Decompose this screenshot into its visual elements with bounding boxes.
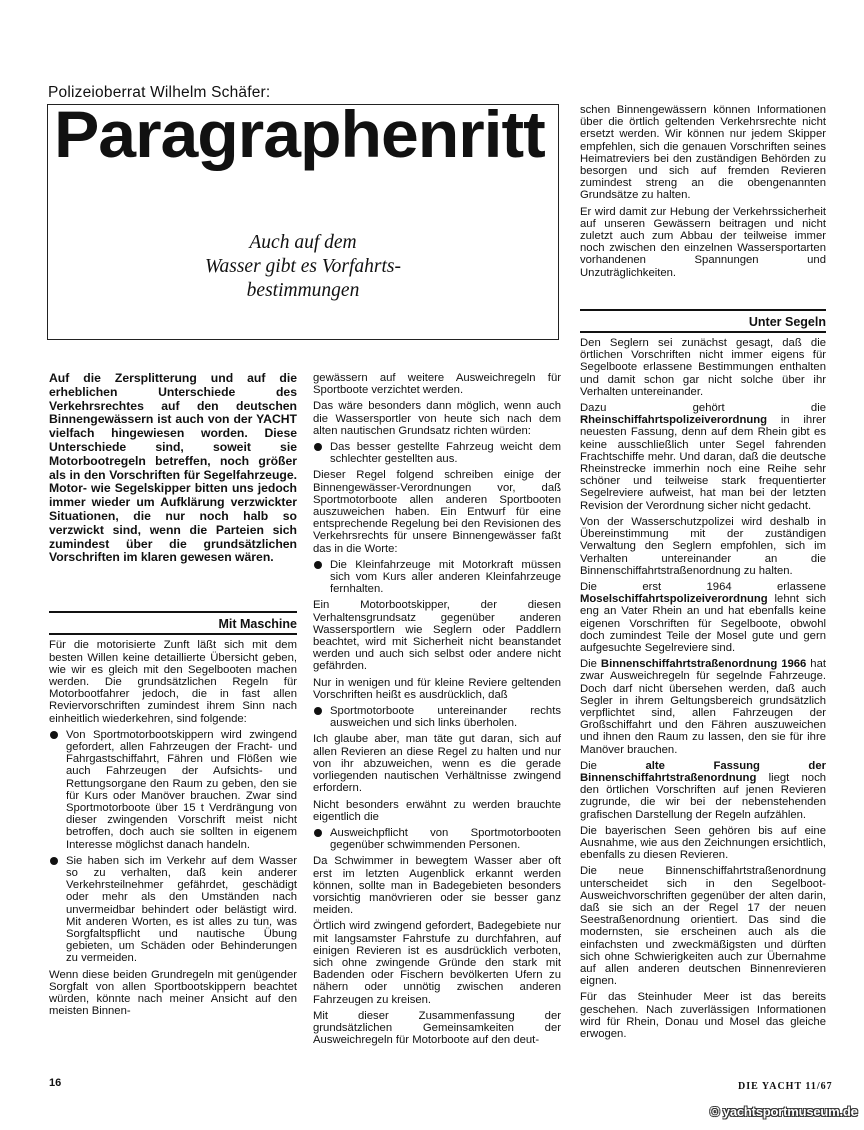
column-3: [580, 104, 826, 1044]
text: in ihrer neuesten Fassung, denn auf dem Rhein gibt es keine ausschließlich unter Segel fahrenden Frachtschiffe mehr. Und daran, daß die deutsche Rheinstrecke immerhin noch eine Reihe sehr schöner und teilweise stark frequentierter Segelreviere aufweist, hat man bei der letzten Revision der Verordnung sicher nicht gedacht.: [580, 414, 826, 512]
page-number: 16: [49, 1077, 62, 1089]
paragraph: [580, 402, 826, 512]
paragraph: Von der Wasserschutzpolizei wird deshalb in Übereinstimmung mit der zuständigen Verwaltung den Seglern empfohlen, sich im Verhalten untereinander an die Binnenschiffahrtstraßenordnung zu halten.: [580, 515, 826, 577]
text: hat zwar Ausweichregeln für segelnde Fahrzeuge. Doch darf nicht übersehen werden, daß auch Segler in ihrem Geltungsbereich grundsätzlich verpflichtet sind, allen Fahrzeugen der Großschiffahrt und den Fähren auszuweichen und ihnen den Raum zu lassen, den sie für ihre Manöver brauchen.: [580, 658, 826, 756]
text: Die erst 1964 erlassene: [580, 580, 826, 593]
bullet-text: Ausweichpflicht von Sportmotorbooten gegenüber schwimmenden Personen.: [330, 826, 561, 852]
section-heading-unter-segeln: Unter Segeln: [580, 309, 826, 333]
bullet-item: [313, 559, 561, 596]
emphasis: Rheinschiffahrtspolizeiverordnung: [580, 414, 768, 427]
bullet-icon: [50, 731, 58, 739]
lead-paragraph: [49, 372, 297, 565]
text: liegt noch den örtlichen Vorschriften auf jenen Revieren zugrunde, die wir bei der nebenstehenden grafischen Darstellung der Regeln aufzählen.: [580, 771, 826, 821]
bullet-item: [313, 827, 561, 851]
lead-text: Auf die Zersplitterung und auf die erheblichen Unterschiede des Verkehrsrechtes auf den deutschen Binnengewässern ist auch von der YACHT vielfach hingewiesen worden. Diese Unterschiede sind, soweit sie Motorbootregeln betreffen, noch größer als in den Vorschriften für Segelfahrzeuge. Motor- wie Segelskipper bitten uns jedoch immer wieder um Aufklärung verzwickter Situationen, die nur noch halb so verzwickt sind, wenn die Parteien sich zumindest über die grundsätzlichen Vorschriften im klaren gewesen wären.: [49, 371, 297, 565]
paragraph: Er wird damit zur Hebung der Verkehrssicherheit auf unseren Gewässern beitragen und nicht zuletzt auch zum Abbau der teilweise immer noch zwischen den einzelnen Wassersportarten vorhandenen Spannungen und Unzuträglichkeiten.: [580, 205, 826, 279]
paragraph: [580, 658, 826, 756]
bullet-text: Sie haben sich im Verkehr auf dem Wasser so zu verhalten, daß kein anderer Verkehrsteilnehmer gefährdet, geschädigt oder mehr als den Umständen nach unvermeidbar behindert oder belästigt wird. Mit anderen Worten, es ist alles zu tun, was Sorgfaltspflicht und nautische Übung gebieten, um Schäden oder Behinderungen zu vermeiden.: [66, 854, 297, 965]
bullet-text: Die Kleinfahrzeuge mit Motorkraft müssen sich vom Kurs aller anderen Kleinfahrzeuge fernhalten.: [330, 558, 561, 596]
paragraph: Für das Steinhuder Meer ist das bereits geschehen. Nach zuverlässigen Informationen wird für Rhein, Donau und Mosel das gleiche erwogen.: [580, 991, 826, 1041]
column-2: [313, 372, 561, 1050]
bullet-text: Von Sportmotorbootskippern wird zwingend gefordert, allen Fahrzeugen der Fracht- und Fahrgastschiffahrt, Fähren und Flößen wie auch Fahrzeugen der Aufsichts- und Rettungsorgane den Raum zu geben, den sie für Kurs oder Manöver brauchen. Zwar sind Sportmotorboote über 15 t Verdrängung von dieser zwingenden Vorschrift meist nicht betroffen, doch auch sie sollten in eigenem Interesse möglichst danach handeln.: [66, 728, 297, 851]
subtitle-line: Wasser gibt es Vorfahrts-: [205, 256, 401, 277]
paragraph: Örtlich wird zwingend gefordert, Badegebiete nur mit langsamster Fahrstufe zu durchfahren, auf einigen Revieren ist es ausdrücklich verboten, sich ohne zwingende Gründe den stark mit Badenden oder Fischern bevölkerten Ufern zu nähern oder unnötig zwischen anderen Fahrzeugen zu kreisen.: [313, 920, 561, 1006]
paragraph: Die neue Binnenschiffahrtstraßenordnung unterscheidet sich in den Segelboot-Ausweichvorschriften gegenüber der alten darin, daß sie sich an der Regel 17 der neuen Seestraßenordnung orientiert. Das sind die modernsten, sie erscheinen auch als die einfachsten und zweckmäßigsten und dürften sich ohne Schwierigkeiten auch zur Übernahme auf allen anderen deutschen Binnenrevieren eignen.: [580, 865, 826, 988]
paragraph: Da Schwimmer in bewegtem Wasser aber oft erst im letzten Augenblick erkannt werden können, sollte man in Badegebieten besonders vorsichtig manövrieren oder sie besser ganz meiden.: [313, 855, 561, 917]
paragraph: Wenn diese beiden Grundregeln mit genügender Sorgfalt von allen Sportbootskippern beachtet würden, könnte nach meiner Ansicht auf den meisten Binnen-: [49, 968, 297, 1018]
bullet-item: [313, 441, 561, 465]
paragraph: [580, 760, 826, 821]
text: Die: [580, 658, 601, 671]
bullet-icon: [314, 443, 322, 451]
bullet-icon: [314, 829, 322, 837]
subtitle-line: bestimmungen: [246, 280, 360, 301]
bullet-icon: [50, 857, 58, 865]
text: lehnt sich eng an Vater Rhein an und hat ebenfalls keine eigenen Vorschriften für Segelboote, obwohl doch zumindest Teile der Mosel gute und gern aufgesuchte Segelreviere sind.: [580, 593, 826, 654]
paragraph: Dieser Regel folgend schreiben einige der Binnengewässer-Verordnungen vor, daß Sportmotorboote allen anderen Sportbooten auszuweichen haben. Ein Entwurf für eine entsprechende Regelung bei den Revisionen des Verkehrsrechts für unsere Binnengewässer faßt das in die Worte:: [313, 469, 561, 555]
watermark: © yachtsportmuseum.de: [710, 1104, 858, 1119]
bullet-item: [49, 855, 297, 965]
bullet-item: [313, 705, 561, 729]
paragraph: [580, 581, 826, 654]
byline: Polizeioberrat Wilhelm Schäfer:: [48, 84, 271, 101]
paragraph: Nicht besonders erwähnt zu werden brauchte eigentlich die: [313, 798, 561, 823]
article-subtitle: [48, 231, 558, 303]
bullet-icon: [314, 561, 322, 569]
bullet-text: Sportmotorboote untereinander rechts ausweichen und sich links überholen.: [330, 705, 561, 730]
article-title: Paragraphenritt: [54, 97, 545, 171]
paragraph: gewässern auf weitere Ausweichregeln für Sportboote verzichtet werden.: [313, 372, 561, 397]
emphasis: Moselschiffahrtspolizeiverordnung: [580, 593, 768, 606]
title-box: [47, 97, 559, 340]
paragraph: Mit dieser Zusammenfassung der grundsätzlichen Gemeinsamkeiten der Ausweichregeln für Motorboote auf den deut-: [313, 1009, 561, 1047]
bullet-text: Das besser gestellte Fahrzeug weicht dem schlechter gestellten aus.: [330, 441, 561, 466]
emphasis: alte Fassung der Binnenschiffahrtstraßenordnung: [580, 759, 826, 784]
paragraph: Ein Motorbootskipper, der diesen Verhaltensgrundsatz gegenüber anderen Wassersportlern wie Seglern oder Paddlern beachtet, wird mit Sicherheit nicht beanstandet werden und auch sich selbst oder andere nicht gefährden.: [313, 599, 561, 673]
column-1: [49, 372, 297, 1021]
section-heading-mit-maschine: Mit Maschine: [49, 611, 297, 635]
paragraph: Die bayerischen Seen gehören bis auf eine Ausnahme, wie aus den Zeichnungen ersichtlich, ebenfalls zu diesen Revieren.: [580, 824, 826, 862]
bullet-item: [49, 729, 297, 851]
publication-footer: DIE YACHT 11/67: [738, 1081, 833, 1092]
subtitle-line: Auch auf dem: [249, 232, 357, 253]
text: Dazu gehört die: [580, 402, 826, 415]
bullet-icon: [314, 707, 322, 715]
paragraph: Nur in wenigen und für kleine Reviere geltenden Vorschriften heißt es ausdrücklich, daß: [313, 676, 561, 701]
paragraph: Für die motorisierte Zunft läßt sich mit dem besten Willen keine detaillierte Übersicht geben, wie wir es gleich mit den Segelbooten machen werden. Die grundsätzlichen Regeln für Motorbootfahrer jedoch, die in fast allen Reviervorschriften zumindest ihrem Sinn nach einheitlich wiederkehren, sind folgende:: [49, 639, 297, 725]
paragraph: schen Binnengewässern können Informationen über die örtlich geltenden Verkehrsrechte nicht ersetzt werden. Wir können nur jedem Skipper empfehlen, sich die genauen Vorschriften seines Heimatreviers bei den zuständigen Behörden zu besorgen und sich auf fremden Revieren zumindest streng an die obengenannten Grundsätze zu halten.: [580, 104, 826, 202]
paragraph: Ich glaube aber, man täte gut daran, sich auf allen Revieren an diese Regel zu halten und nur von ihr abzuweichen, wenn es die gerade vorliegenden nautischen Verhältnisse zwingend erfordern.: [313, 733, 561, 795]
text: Die: [580, 759, 646, 772]
paragraph: Den Seglern sei zunächst gesagt, daß die örtlichen Vorschriften nicht immer eigens für Segelboote erlassene Bestimmungen enthalten und damit schon gar nicht solche über ihr Verhalten untereinander.: [580, 337, 826, 398]
emphasis: Binnenschiffahrtstraßenordnung 1966: [600, 658, 807, 671]
paragraph: Das wäre besonders dann möglich, wenn auch die Wassersportler von heute sich nach dem alten nautischen Grundsatz richten würden:: [313, 400, 561, 437]
